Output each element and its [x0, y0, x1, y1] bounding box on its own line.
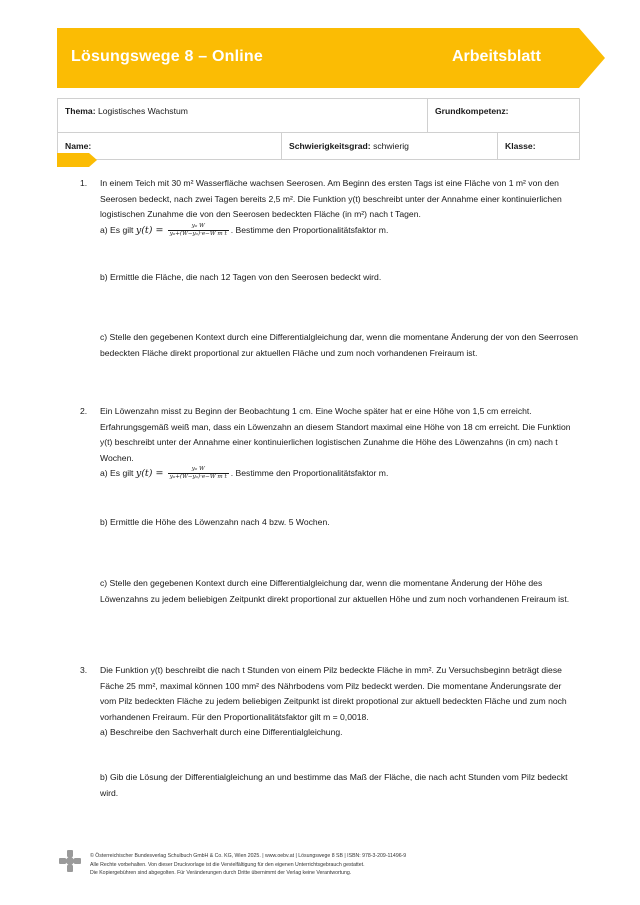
part-a-suffix: . Bestimme den Proportionalitätsfaktor m. [230, 468, 389, 478]
worksheet-info-table [57, 98, 580, 160]
task-number: 2. [80, 406, 88, 416]
logistic-formula-fraction [168, 466, 229, 481]
formula-lhs: y(t) = [135, 468, 164, 479]
competence-label: Grundkompetenz: [435, 106, 509, 116]
logistic-formula-fraction [168, 223, 229, 238]
difficulty-cell [282, 133, 498, 160]
footer-line-2: Alle Rechte vorbehalten. Von dieser Druckvorlage ist die Vervielfältigung für den eigenen Unterrichtsgebrauch gestattet. [90, 861, 365, 868]
formula-numerator: y₀ W [168, 466, 229, 474]
task-intro: Die Funktion y(t) beschreibt die nach t Stunden von einem Pilz bedeckte Fläche in mm². Zu Versuchsbeginn beträgt diese Fäche 25 mm², maximal können 100 mm² des Nährbodens vom Pilz bedeckt werden. Die momentane Änderungsrate der vom Pilz bedeckten Fläche zu jedem beliebigen Zeitpunkt ist direkt propotional zur aktuell bedeckten Fläche und zum noch vorhandenen Freiraum. Für den Proportionalitätsfaktor gilt m = 0,0018. [100, 665, 567, 722]
task-1 [80, 176, 580, 238]
header-title: Lösungswege 8 – Online [71, 48, 263, 65]
class-cell[interactable] [498, 133, 580, 160]
task-1-part-b: b) Ermittle die Fläche, die nach 12 Tagen von den Seerosen bedeckt wird. [100, 272, 382, 282]
topic-value: Logistisches Wachstum [97, 106, 188, 116]
difficulty-value: schwierig [373, 141, 409, 151]
task-part-a [100, 466, 580, 482]
task-2-part-b: b) Ermittle die Höhe des Löwenzahn nach 4 bzw. 5 Wochen. [100, 517, 330, 527]
part-a-suffix: . Bestimme den Proportionalitätsfaktor m. [230, 224, 389, 235]
footer-line-3: Die Kopiergebühren sind abgegolten. Für Veränderungen durch Dritte übernimmt der Verlag keine Verantwortung. [90, 870, 352, 876]
part-a-prefix: a) Es gilt [100, 468, 134, 478]
task-part-a [100, 223, 580, 239]
formula-denominator: y₀+(W−y₀)·e−W m t [169, 230, 227, 237]
task-number: 1. [80, 178, 88, 188]
topic-label: Thema: [65, 106, 96, 116]
footer-copyright [90, 852, 560, 878]
task-2-part-c: c) Stelle den gegebenen Kontext durch eine Differentialgleichung dar, wenn die momentane Änderung der Höhe des Löwenzahns zu jedem beliebigen Zeitpunkt direkt proportional zur aktuellen Höhe und zum noch vorhandenen Freiraum ist. [100, 578, 570, 604]
part-a-prefix: a) Es gilt [100, 224, 134, 235]
worksheet-label: Arbeitsblatt [452, 48, 541, 65]
task-3-part-a: a) Beschreibe den Sachverhalt durch eine Differentialgleichung. [100, 727, 343, 737]
name-label: Name: [65, 141, 92, 151]
formula-denominator: y₀+(W−y₀)·e−W m t [169, 474, 227, 481]
footer-line-1: © Österreichischer Bundesverlag Schulbuch GmbH & Co. KG, Wien 2025. | www.oebv.at | Lösungswege 8 SB | ISBN: 978-3-209-11496-9 [90, 853, 407, 859]
difficulty-label: Schwierigkeitsgrad: [289, 141, 371, 151]
competence-cell [428, 99, 580, 133]
publisher-logo-icon [58, 849, 82, 873]
topic-cell [58, 99, 428, 133]
section-tab-marker [57, 153, 99, 167]
task-intro: Ein Löwenzahn misst zu Beginn der Beobachtung 1 cm. Eine Woche später hat er eine Höhe von 1,5 cm erreicht. Erfahrungsgemäß weiß man, dass ein Löwenzahn an diesem Standort maximal eine Höhe von 18 cm erreicht. Die Funktion y(t) beschreibt unter der Annahme einer kontinuierlichen logistischen Zunahme die Höhe des Löwenzahns (in cm) nach t Wochen. [100, 406, 571, 463]
task-2 [80, 404, 580, 482]
task-intro: In einem Teich mit 30 m² Wasserfläche wachsen Seerosen. Am Beginn des ersten Tags ist eine Fläche von 1 m² von den Seerosen bedeckt, nach zwei Tagen bereits 2,5 m². Die Funktion y(t) beschreibt unter der Annahme einer kontinuierlichen logistischen Zunahme die von den Seerosen bedeckten Fläche (in m²) nach t Tagen. [100, 178, 562, 219]
task-3-part-b: b) Gib die Lösung der Differentialgleichung an und bestimme das Maß der Fläche, die nach acht Stunden vom Pilz bedeckt wird. [100, 772, 568, 798]
formula-lhs: y(t) = [135, 224, 164, 236]
header-banner [57, 28, 605, 88]
task-number: 3. [80, 665, 88, 675]
task-1-part-c: c) Stelle den gegebenen Kontext durch eine Differentialgleichung dar, wenn die momentane Änderung der von den Seerrosen bedeckten Fläche direkt proportional zur aktuellen Fläche und zum noch vorhandenen Freiraum ist. [100, 332, 579, 358]
formula-numerator: y₀ W [168, 223, 229, 231]
task-3 [80, 663, 580, 741]
class-label: Klasse: [505, 141, 536, 151]
